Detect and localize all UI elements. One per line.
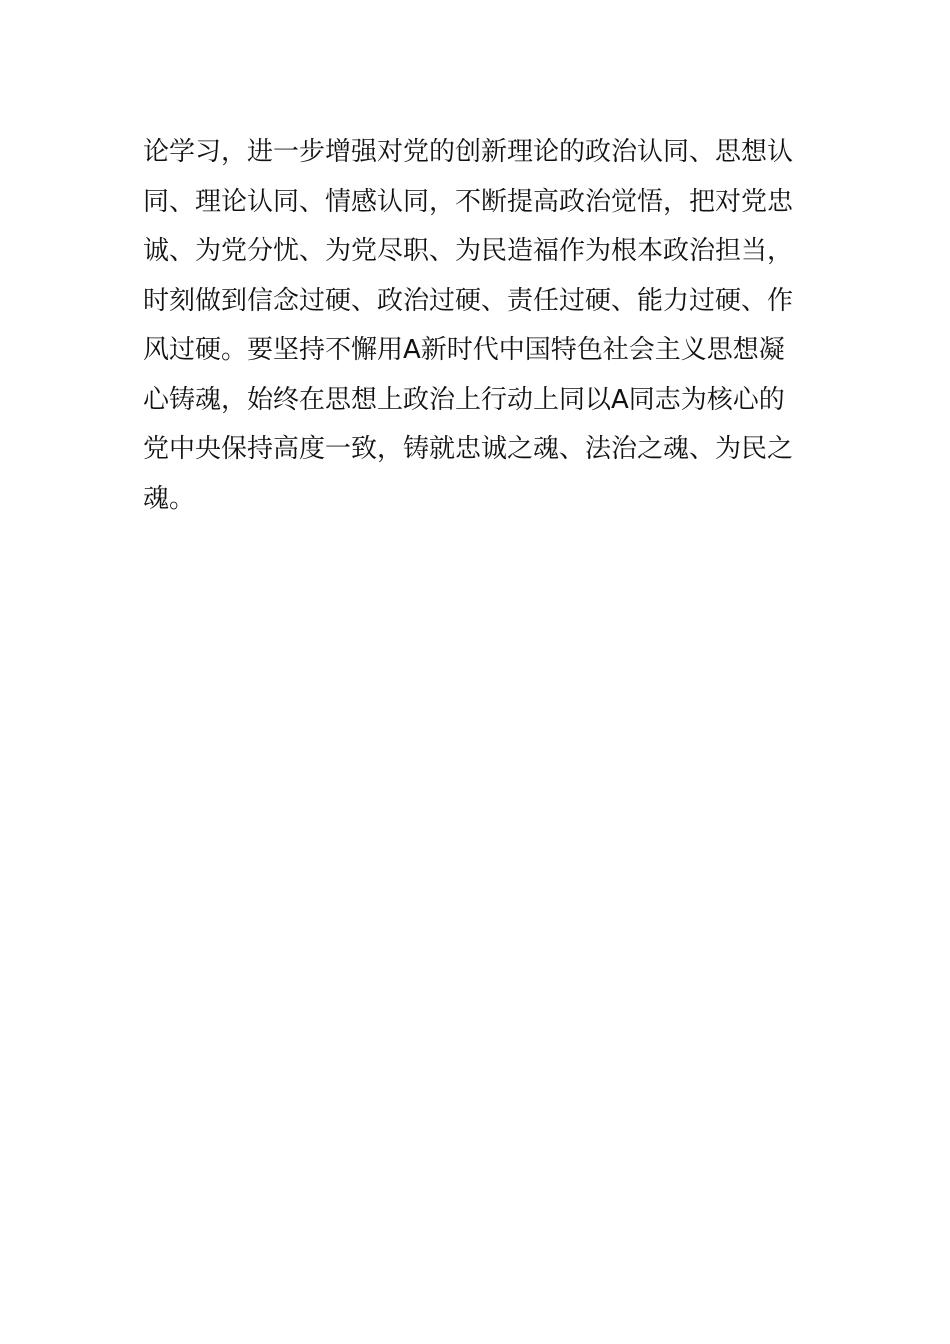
paragraph-line: 诚、为党分忧、为党尽职、为民造福作为根本政治担当， [143, 236, 794, 266]
paragraph-line: 党中央保持高度一致，铸就忠诚之魂、法治之魂、为民之 [143, 434, 794, 464]
body-paragraph [143, 128, 813, 524]
paragraph-line: 魂。 [143, 483, 196, 514]
paragraph-line: 时刻做到信念过硬、政治过硬、责任过硬、能力过硬、作 [143, 285, 794, 316]
paragraph-line: 论学习，进一步增强对党的创新理论的政治认同、思想认 [143, 137, 794, 167]
paragraph-line: 心铸魂，始终在思想上政治上行动上同以A同志为核心的 [143, 384, 785, 415]
paragraph-line: 风过硬。要坚持不懈用A新时代中国特色社会主义思想凝 [143, 335, 785, 365]
paragraph-line: 同、理论认同、情感认同，不断提高政治觉悟，把对党忠 [143, 186, 794, 217]
